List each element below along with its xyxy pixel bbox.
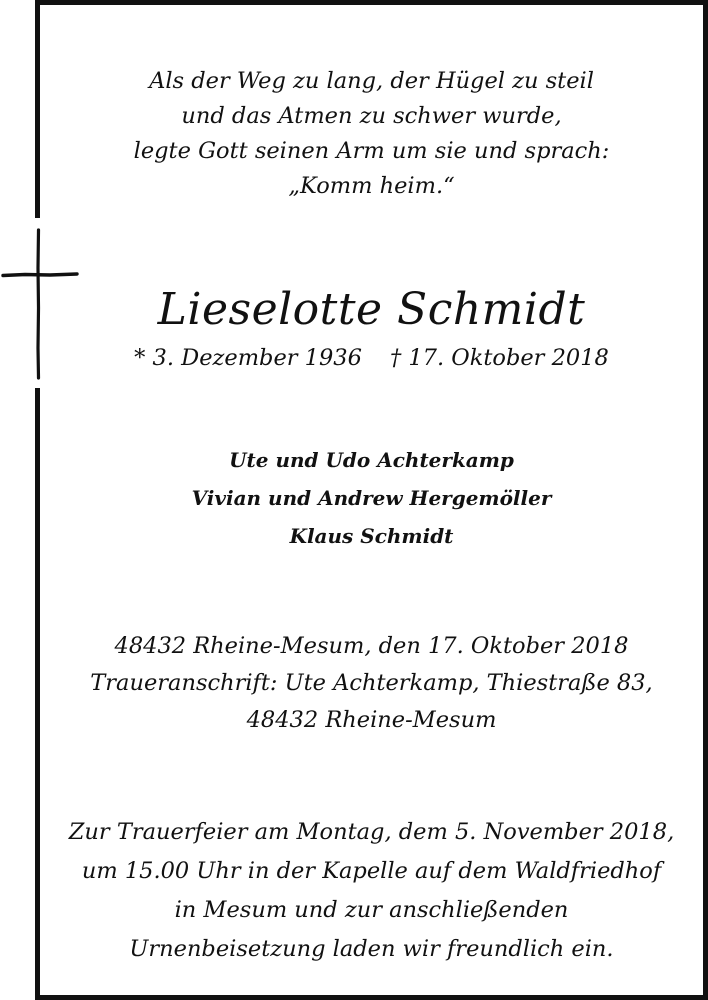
mourner-name: Vivian und Andrew Hergemöller	[191, 486, 552, 510]
place-date-line: 48432 Rheine-Mesum, den 17. Oktober 2018	[114, 633, 629, 659]
verse	[40, 64, 703, 204]
service-line: in Mesum und zur anschließenden	[174, 897, 569, 923]
frame-top-border	[35, 0, 708, 5]
mourning-address-line: Traueranschrift: Ute Achterkamp, Thiestraße 83,	[90, 670, 653, 696]
mourner-name: Ute und Udo Achterkamp	[229, 448, 514, 472]
verse-line: „Komm heim.“	[288, 173, 455, 199]
service-line: Zur Trauerfeier am Montag, dem 5. November 2018,	[68, 819, 675, 845]
mourners-list	[40, 441, 703, 555]
verse-line: und das Atmen zu schwer wurde,	[181, 103, 562, 129]
service-line: um 15.00 Uhr in der Kapelle auf dem Waldfriedhof	[81, 858, 662, 884]
birth-date: * 3. Dezember 1936	[134, 345, 362, 371]
mourning-address-city: 48432 Rheine-Mesum	[246, 707, 497, 733]
frame-bottom-border	[35, 995, 708, 1000]
mourner-name: Klaus Schmidt	[289, 524, 454, 548]
place-and-address	[40, 628, 703, 739]
verse-line: Als der Weg zu lang, der Hügel zu steil	[149, 68, 594, 94]
service-line: Urnenbeisetzung laden wir freundlich ein.	[129, 936, 614, 962]
verse-line: legte Gott seinen Arm um sie und sprach:	[133, 138, 610, 164]
deceased-name: Lieselotte Schmidt	[157, 284, 586, 335]
life-dates	[40, 341, 703, 375]
frame-right-border	[703, 0, 708, 1000]
death-date: † 17. Oktober 2018	[389, 345, 609, 371]
funeral-service-info	[40, 813, 703, 969]
